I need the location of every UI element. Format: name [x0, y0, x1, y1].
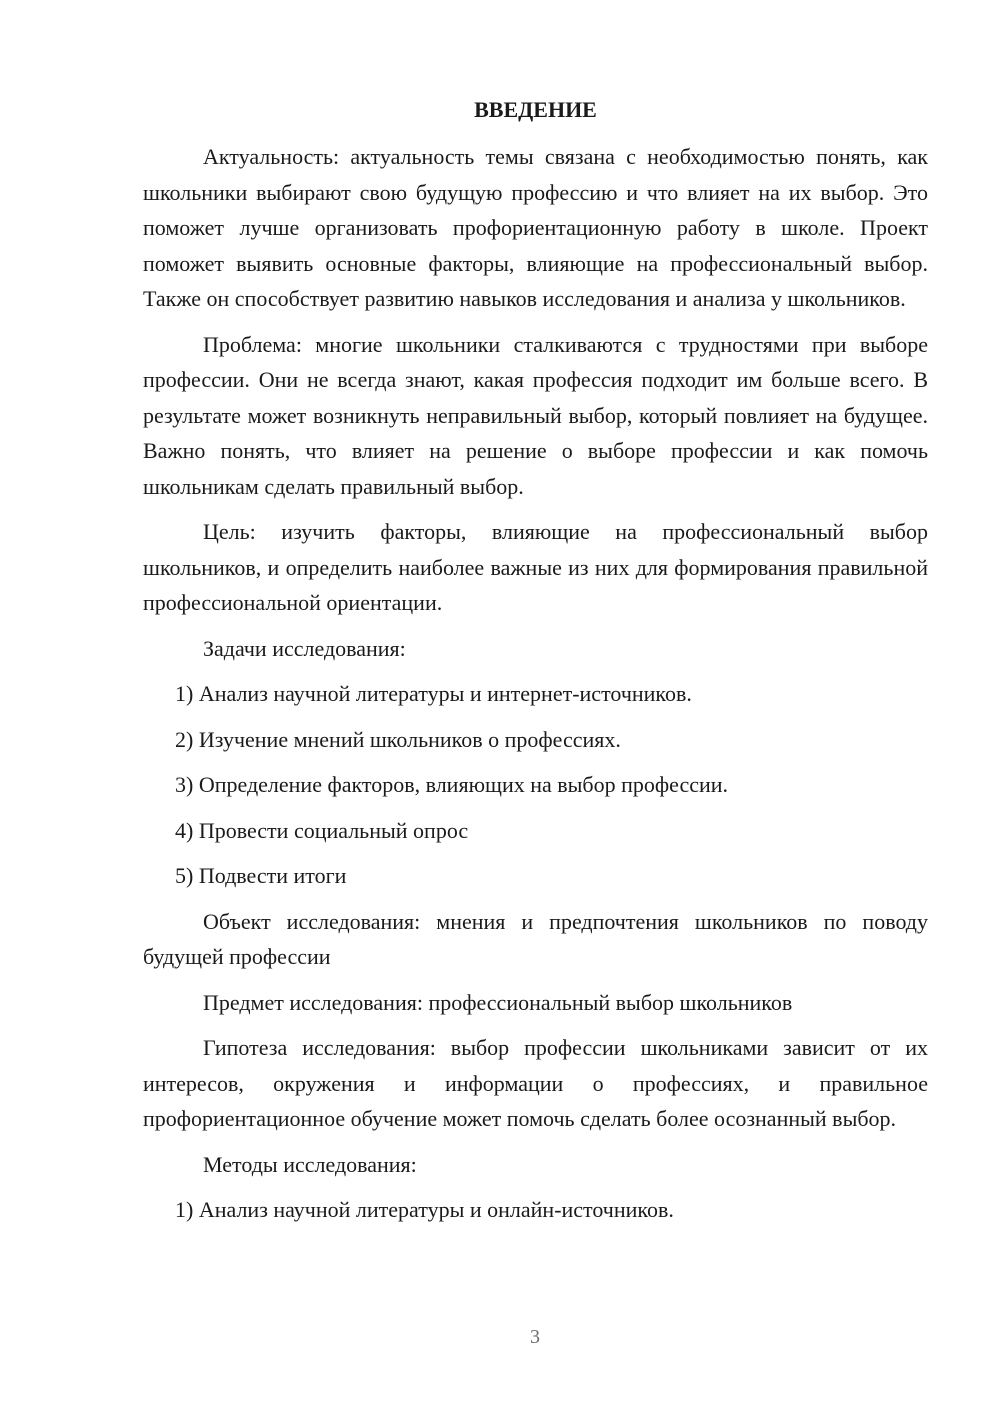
goal-paragraph: Цель: изучить факторы, влияющие на профессиональный выбор школьников, и определить наиболее важные из них для формирования правильной профессиональной ориентации.: [143, 519, 928, 615]
task-item: 2) Изучение мнений школьников о профессиях.: [175, 726, 621, 752]
tasks-heading: Задачи исследования:: [203, 635, 406, 661]
page-title: ВВЕДЕНИЕ: [474, 97, 597, 122]
page-content: [143, 92, 928, 1238]
problem-paragraph: Проблема: многие школьники сталкиваются с трудностями при выборе профессии. Они не всегда знают, какая профессия подходит им больше всего. В результате может возникнуть неправильный выбор, который повлияет на будущее. Важно понять, что влияет на решение о выборе профессии и как помочь школьникам сделать правильный выбор.: [143, 331, 928, 499]
object-paragraph: Объект исследования: мнения и предпочтения школьников по поводу будущей профессии: [143, 908, 928, 969]
task-item: 3) Определение факторов, влияющих на выбор профессии.: [175, 772, 729, 797]
task-item: 5) Подвести итоги: [175, 863, 347, 888]
task-item: 4) Провести социальный опрос: [175, 817, 469, 843]
page-number: 3: [530, 1326, 540, 1348]
methods-heading: Методы исследования:: [203, 1151, 417, 1177]
hypothesis-paragraph: Гипотеза исследования: выбор профессии школьниками зависит от их интересов, окружения и информации о профессиях, и правильное профориентационное обучение может помочь сделать более осознанный выбор.: [143, 1035, 928, 1131]
subject-paragraph: Предмет исследования: профессиональный выбор школьников: [203, 989, 793, 1015]
task-item: 1) Анализ научной литературы и интернет-источников.: [175, 681, 692, 706]
relevance-paragraph: Актуальность: актуальность темы связана с необходимостью понять, как школьники выбирают свою будущую профессию и что влияет на их выбор. Это поможет лучше организовать профориентационную работу в школе. Проект поможет выявить основные факторы, влияющие на профессиональный выбор. Также он способствует развитию навыков исследования и анализа у школьников.: [143, 144, 928, 311]
method-item: 1) Анализ научной литературы и онлайн-источников.: [175, 1197, 674, 1222]
